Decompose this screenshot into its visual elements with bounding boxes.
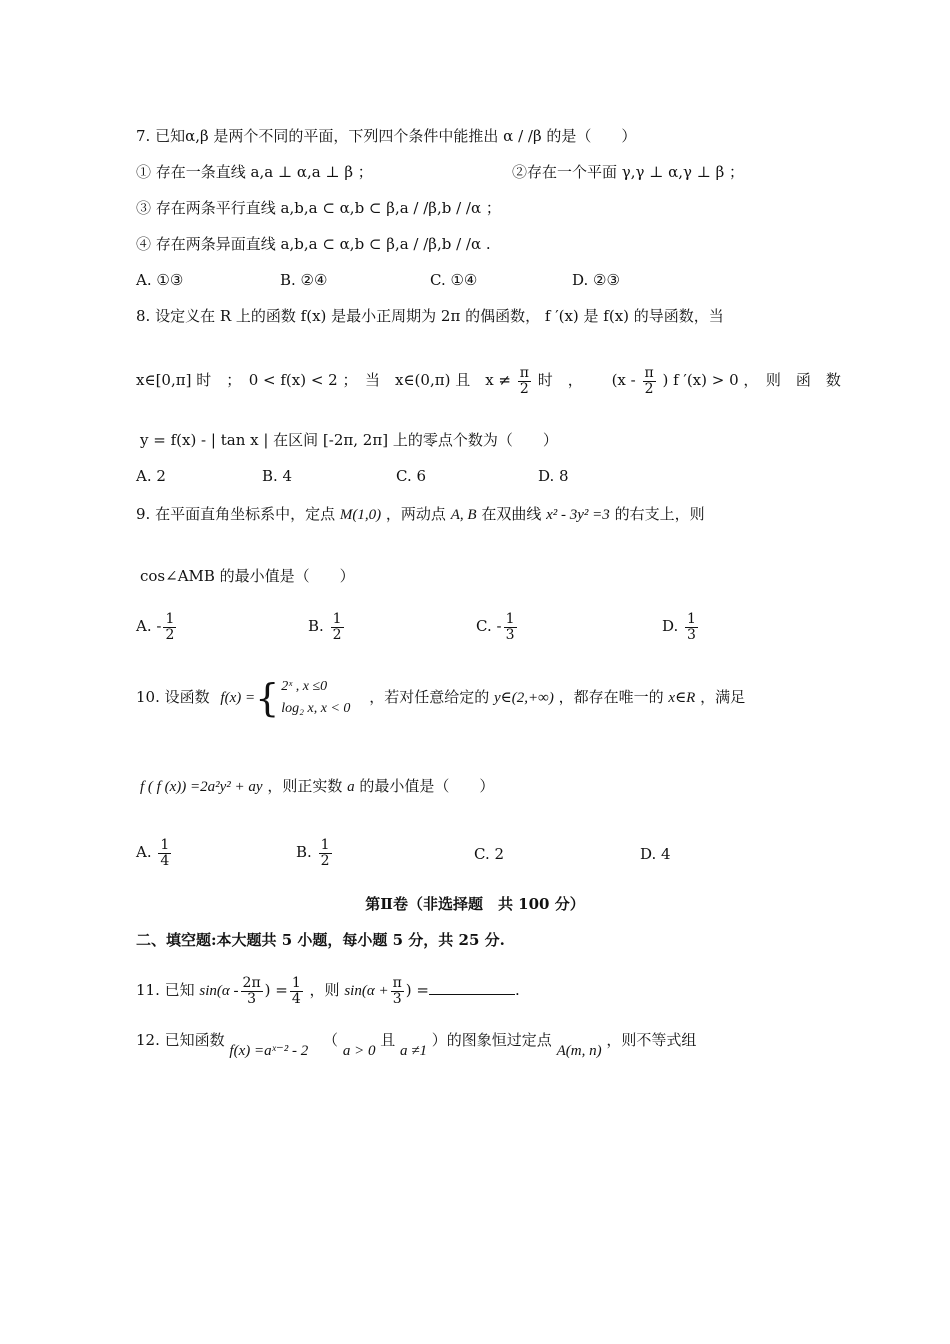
q8-option-d: D. 8 xyxy=(538,467,569,485)
q8-frac-pi-over-2: $\frac{\pi}{2}$ xyxy=(519,365,529,397)
q10-stem xyxy=(136,674,745,721)
q10-a: a xyxy=(347,779,355,795)
q7-option-c: C. ①④ xyxy=(430,271,478,289)
q10-brace: { xyxy=(255,676,280,720)
q11-frac-pi-3: $\frac{\pi}{3}$ xyxy=(392,975,402,1007)
q9-line2: cos∠AMB 的最小值是（ ） xyxy=(140,567,355,585)
q12-a: 12. 已知函数 xyxy=(136,1031,225,1049)
q8-stem: 8. 设定义在 R 上的函数 f(x) 是最小正周期为 2π 的偶函数， f ′(x) 是 f(x) 的导函数，当 xyxy=(136,307,724,325)
q9-hyperbola: x² - 3y² =3 xyxy=(546,507,610,523)
q10-option-d: D. 4 xyxy=(640,845,671,863)
q7-option-d: D. ②③ xyxy=(572,271,620,289)
q10-equation: f ( f (x)) =2a²y² + ay xyxy=(140,779,263,795)
q11-frac-1-4: $\frac{1}{4}$ xyxy=(291,975,301,1007)
q9-stem-b: ，两动点 xyxy=(385,505,446,523)
q10-option-c: C. 2 xyxy=(474,845,505,863)
q8-line2-c: (x - xyxy=(611,371,636,390)
q9-point-m: M(1,0) xyxy=(339,507,382,523)
q12-point-a: A(m, n) xyxy=(556,1043,602,1059)
q10-line2 xyxy=(140,776,494,797)
q9-stem-a: 9. 在平面直角坐标系中，定点 xyxy=(136,505,336,523)
q11-line xyxy=(136,976,520,1006)
q11-answer-blank[interactable] xyxy=(429,982,515,995)
q11-e: sin(α + xyxy=(344,983,389,1000)
q8-option-a: A. 2 xyxy=(136,467,166,485)
q8-frac-pi-over-2-b: $\frac{\pi}{2}$ xyxy=(644,365,654,397)
q11-g: ) = xyxy=(405,981,429,1000)
q9-option-a: A. - $\frac{1}{2}$ xyxy=(136,611,175,643)
q11-b: sin(α - xyxy=(199,983,239,1000)
q11-h: . xyxy=(515,981,520,1000)
q10-stem-c: ，都存在唯一的 xyxy=(558,688,664,706)
q7-condition-4: ④ 存在两条异面直线 a,b,a ⊂ α,b ⊂ β,a / /β,b / /α . xyxy=(136,235,491,253)
q10-cond: y∈(2,+∞) xyxy=(494,690,554,706)
q10-stem-d: ，满足 xyxy=(700,688,746,706)
q12-b: （ xyxy=(323,1031,339,1049)
q8-line2-a: x∈[0,π] 时 ； 0 < f(x) < 2 ； 当 x∈(0,π) 且 x ≠ xyxy=(136,371,511,390)
q8-line2-d: ) f ′(x) > 0 ， 则 函 数 xyxy=(662,371,841,390)
q7-condition-2: ②存在一个平面 γ,γ ⊥ α,γ ⊥ β ； xyxy=(512,163,745,181)
q9-stem-d: 的右支上，则 xyxy=(614,505,705,523)
q12-e: ，则不等式组 xyxy=(606,1031,697,1049)
q8-condition-line xyxy=(136,366,841,396)
q12-c: 且 xyxy=(380,1031,396,1049)
q8-option-b: B. 4 xyxy=(262,467,293,485)
q10-line2-b: ，则正实数 xyxy=(267,777,343,795)
q9-points-ab: A, B xyxy=(450,507,477,523)
q11-frac-2pi-3: $\frac{2\pi}{3}$ xyxy=(242,975,261,1007)
section2-title: 第Ⅱ卷（非选择题 共 100 分） xyxy=(365,895,585,913)
q12-cond-1: a > 0 xyxy=(342,1043,376,1059)
q9-option-d: D. $\frac{1}{3}$ xyxy=(662,611,696,643)
q8-option-c: C. 6 xyxy=(396,467,427,485)
section2-heading: 二、填空题:本大题共 5 小题，每小题 5 分，共 25 分. xyxy=(136,931,505,949)
q8-line3: y = f(x) - | tan x | 在区间 [-2π, 2π] 上的零点个数为（ ） xyxy=(140,431,558,449)
q11-d: ，则 xyxy=(309,981,340,1000)
q9-option-b: B. $\frac{1}{2}$ xyxy=(308,611,342,643)
q10-option-b: B. $\frac{1}{2}$ xyxy=(296,837,330,869)
q7-stem: 7. 已知α,β 是两个不同的平面，下列四个条件中能推出 α / /β 的是（ ） xyxy=(136,127,637,145)
q7-option-a: A. ①③ xyxy=(136,271,184,289)
q11-a: 11. 已知 xyxy=(136,981,195,1000)
q9-option-c: C. - $\frac{1}{3}$ xyxy=(476,611,515,643)
q12-cond-2: a ≠1 xyxy=(400,1043,428,1059)
q10-stem-b: ，若对任意给定的 xyxy=(369,688,490,706)
q9-stem xyxy=(136,504,705,525)
q12-line xyxy=(136,1030,697,1059)
q7-condition-3: ③ 存在两条平行直线 a,b,a ⊂ α,b ⊂ β,a / /β,b / /α ； xyxy=(136,199,501,217)
q11-c: ) = xyxy=(264,981,288,1000)
q10-piecewise: 2ˣ , x ≤0 log₂ x, x < 0 xyxy=(281,679,351,716)
q7-condition-1: ① 存在一条直线 a,a ⊥ α,a ⊥ β ； xyxy=(136,163,373,181)
q7-option-b: B. ②④ xyxy=(280,271,328,289)
q10-option-a: A. $\frac{1}{4}$ xyxy=(136,837,170,869)
q9-stem-c: 在双曲线 xyxy=(481,505,542,523)
q10-stem-a: 10. 设函数 xyxy=(136,688,210,706)
q12-fx: f(x) =aˣ⁻² - 2 xyxy=(229,1043,309,1059)
q10-fx: f(x) = xyxy=(220,690,256,706)
q8-line2-b: 时 ， xyxy=(537,371,583,390)
q10-xr: x∈R xyxy=(668,690,696,706)
q10-line2-c: 的最小值是（ ） xyxy=(359,777,495,795)
q12-d: ）的图象恒过定点 xyxy=(431,1031,552,1049)
